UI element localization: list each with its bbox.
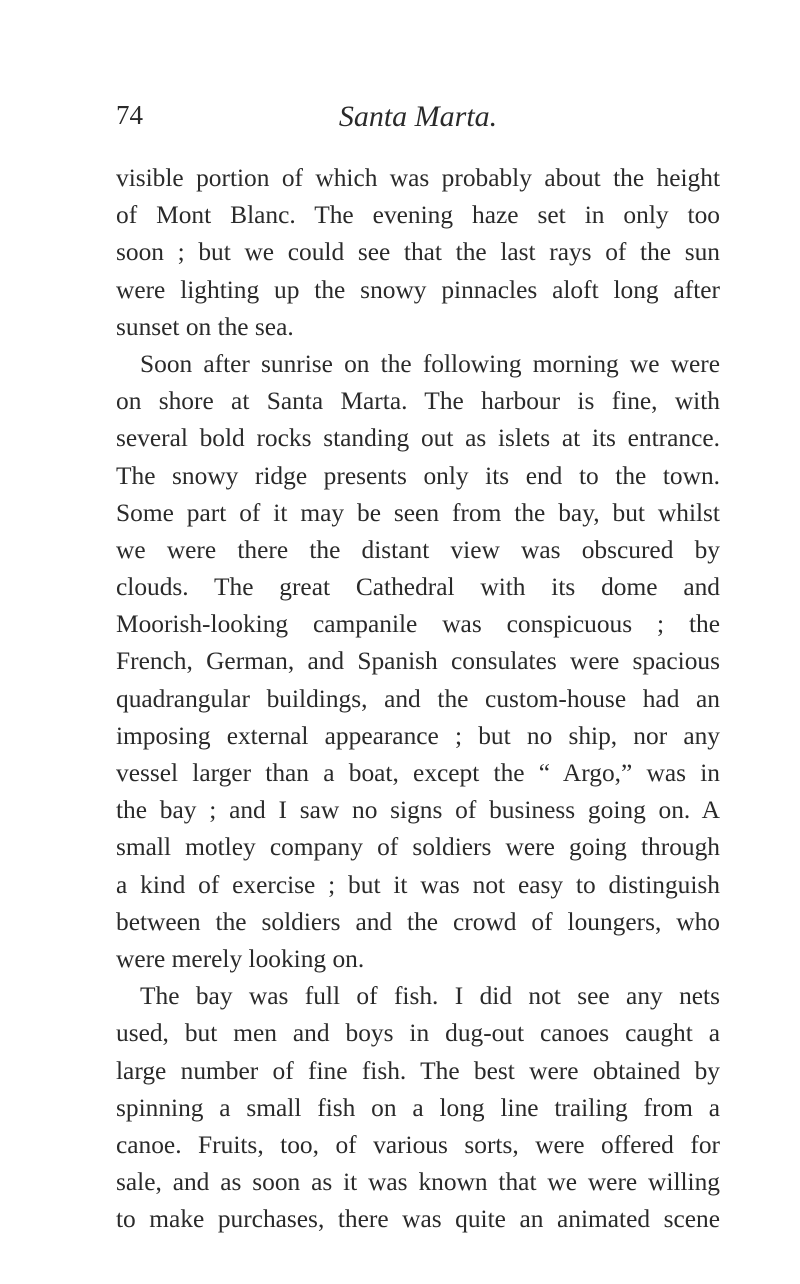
text-line: to make purchases, there was quite an animated scene — [116, 1205, 720, 1234]
text-line: we were there the distant view was obscured by — [116, 535, 720, 564]
text-line: clouds. The great Cathedral with its dome and — [116, 573, 720, 602]
text-line: were merely looking on. — [116, 944, 365, 973]
text-line: were lighting up the snowy pinnacles aloft long after — [116, 275, 720, 304]
text-line: of Mont Blanc. The evening haze set in only too — [116, 201, 720, 230]
text-line: The snowy ridge presents only its end to the town. — [116, 461, 720, 490]
text-line: spinning a small fish on a long line trailing from a — [116, 1093, 720, 1122]
text-line: soon ; but we could see that the last rays of the sun — [116, 238, 720, 267]
text-line: several bold rocks standing out as islets at its entrance. — [116, 424, 720, 453]
text-line: quadrangular buildings, and the custom-house had an — [116, 684, 720, 713]
body-text — [116, 160, 720, 1238]
text-line: used, but men and boys in dug-out canoes caught a — [116, 1019, 720, 1048]
running-title: Santa Marta. — [338, 100, 498, 133]
text-line: on shore at Santa Marta. The harbour is fine, with — [116, 387, 720, 416]
text-line: Moorish-looking campanile was conspicuous ; the — [116, 610, 720, 639]
text-line: visible portion of which was probably about the height — [116, 164, 720, 192]
text-line: a kind of exercise ; but it was not easy to distinguish — [116, 870, 720, 899]
text-line: vessel larger than a boat, except the “ Argo,” was in — [116, 759, 720, 787]
text-line: small motley company of soldiers were going through — [116, 833, 720, 862]
running-head — [116, 100, 720, 140]
text-line: between the soldiers and the crowd of loungers, who — [116, 907, 720, 936]
text-line: sunset on the sea. — [116, 312, 294, 341]
text-line: Soon after sunrise on the following morning we were — [140, 349, 720, 378]
text-line: the bay ; and I saw no signs of business going on. A — [116, 796, 720, 825]
text-line: French, German, and Spanish consulates were spacious — [116, 647, 720, 676]
page-number: 74 — [116, 100, 143, 130]
text-line: large number of fine fish. The best were obtained by — [116, 1056, 720, 1085]
text-line: canoe. Fruits, too, of various sorts, were offered for — [116, 1130, 720, 1159]
text-line: imposing external appearance ; but no ship, nor any — [116, 721, 720, 750]
text-line: Some part of it may be seen from the bay, but whilst — [116, 498, 720, 527]
text-line: The bay was full of fish. I did not see any nets — [140, 982, 720, 1011]
text-line: sale, and as soon as it was known that we were willing — [116, 1168, 720, 1197]
